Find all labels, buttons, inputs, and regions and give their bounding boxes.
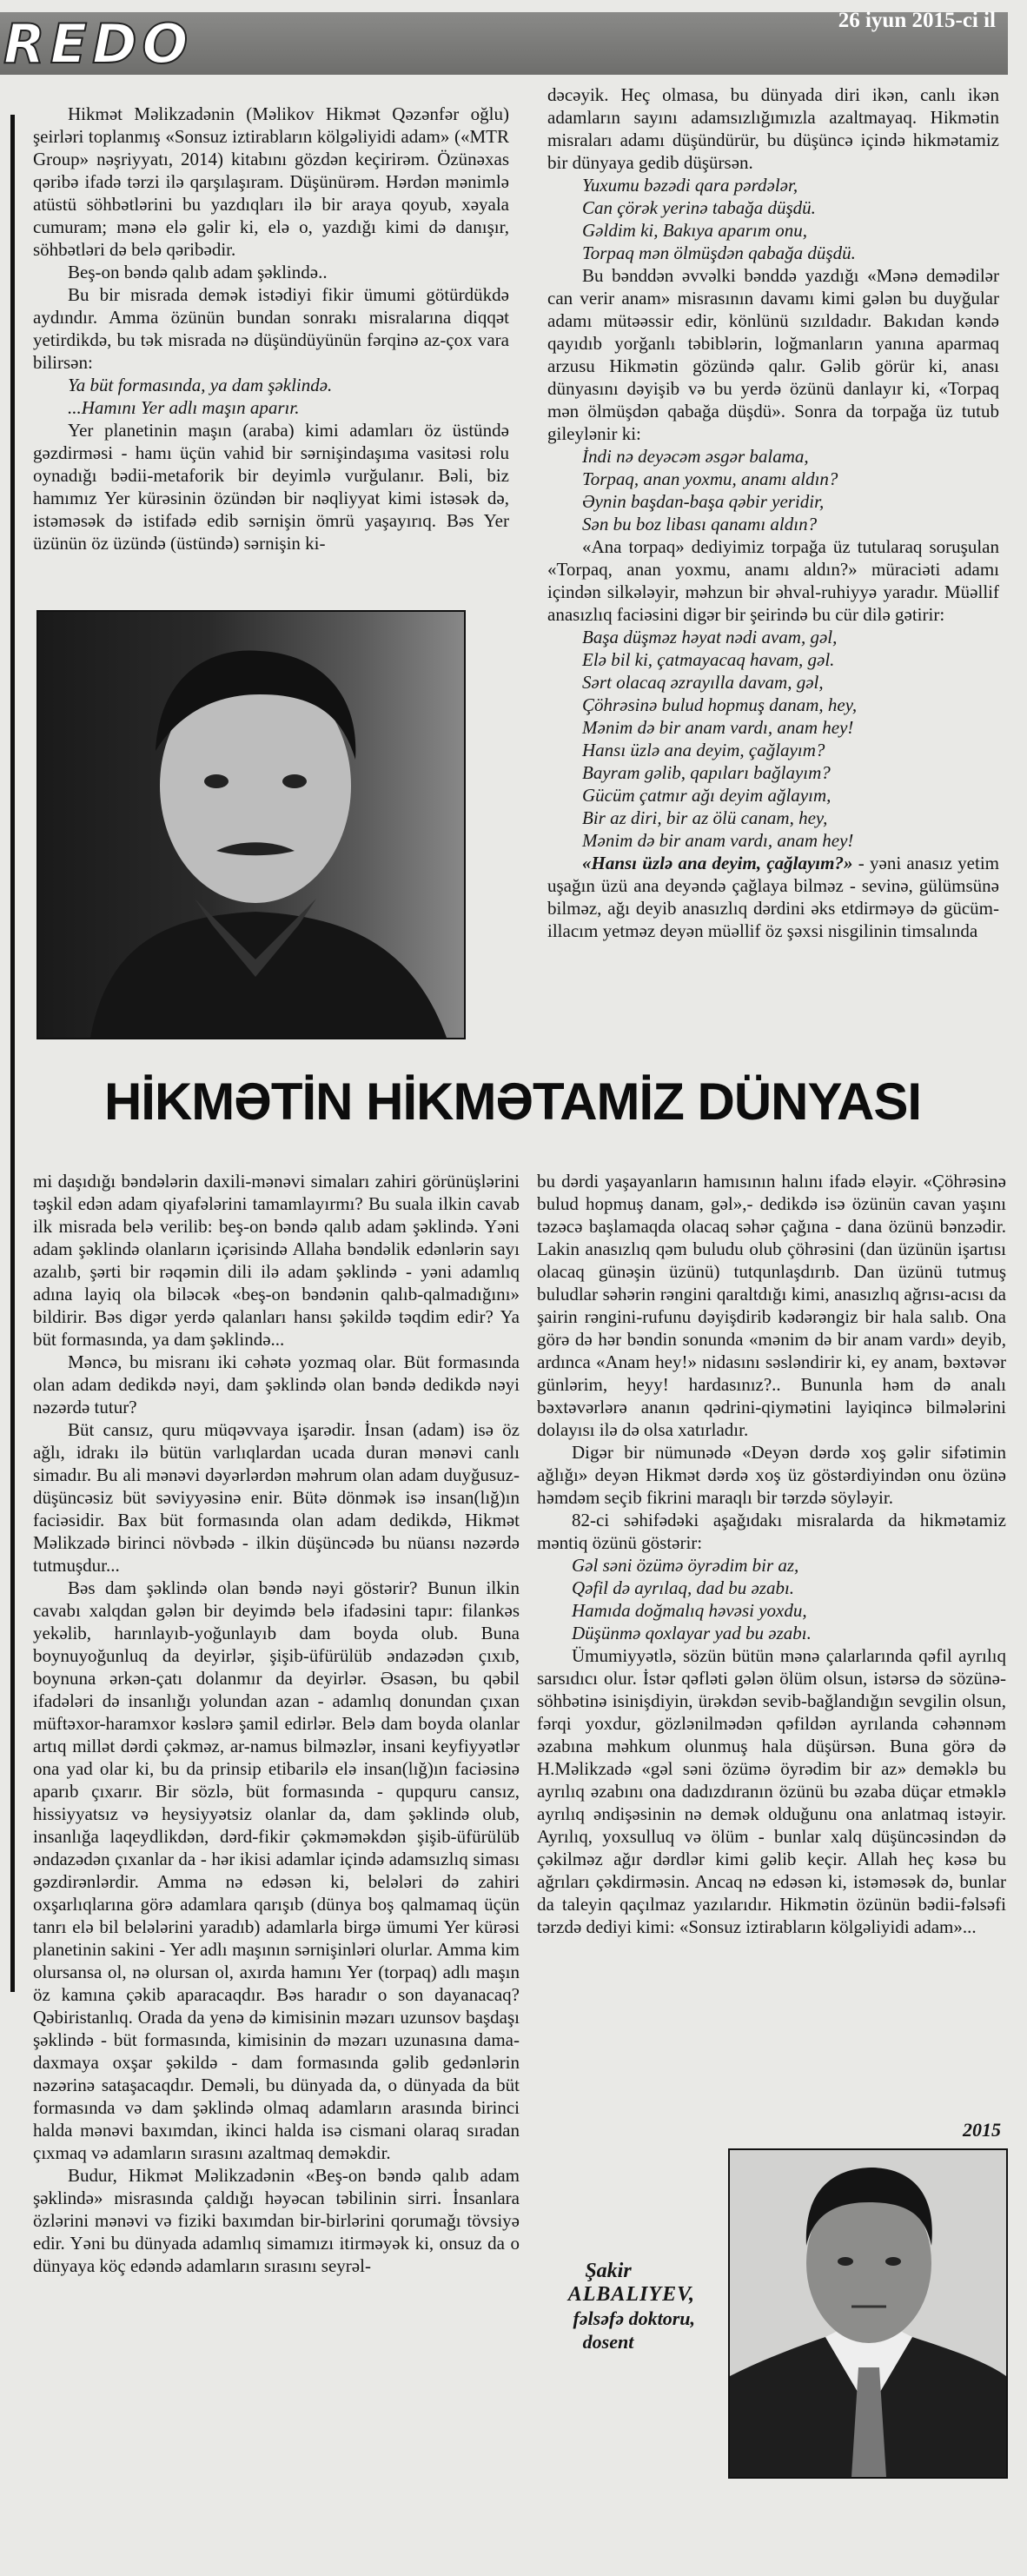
verse-line: ...Hamını Yer adlı maşın aparır.: [68, 397, 300, 418]
author-first-name: Şakir: [585, 2260, 632, 2282]
author-last-name: ALBALIYEV,: [567, 2283, 695, 2306]
paragraph: Bəs dam şəklində olan bəndə nəyi göstərir? Bunun ilkin cavabı xalqdan gələn bir deyimdə belə ifadəsini tapır: filankəs yekəlib, harınlayıb-yoğunlayıb dam boyda olub. Buna boynuyoğunluq da deyirlər, şişib-üfürülüb əndazədən çıxıb, boynuna ərkən-çatı dolanmır da deyirlər. Əsasən, bu qəbil ifadələri də insanlığı yolundan azan - adamlıq donundan çıxan müftəxor-haramxor kəslərə şamil edirlər. Belə dam boyda olanlar artıq millət dərdi çəkməz, ar-namus bilməzlər, insani keyfiyyətlər ona yad olar ki, bu da prinsip etibarilə elə insan(lığ)ın faciəsinə aparıb çıxarır. Bir sözlə, büt formasında - qupquru cansız, hissiyyatsız və heysiyyətsiz olanlar da, dam şəklində olub, insanlığa laqeydlikdən, dərd-fikir çəkməməkdən şişib-üfürülüb əndazədən çıxanlar da - hər ikisi adamlar içində adamsızlıq siması gəzdirənlərdir. Amma nə edəsən ki, belələri də zahiri oxşarlıqlarına görə adamlara qarışıb (dünya boş qalmamaq üçün tanrı elə bil belələrini yaradıb) adamlarla birgə ümumi Yer kürəsi planetinin sakini - Yer adlı maşının sərnişinləri olurlar. Amma kim olursansa ol, nə olursan ol, axırda hamını Yer (torpaq) adlı maşın öz kamına çəkib aparacaqdır. Bəs haradır o son dayanacaq? Qəbiristanlıq. Orada da yenə də kimisinin məzarı uzunsov başdaşı şəklində - büt formasında, kimisinin də məzarı uzunasına dama-daxmaya oxşar şəkildə - dam formasında gəlib gedənlərin nəzərinə sataşacaqdır. Deməli, bu dünyada da, o dünyada da büt formasında və dam şəklində olmaq adamların arasında birinci halda mənəvi baxımdan, ikinci halda isə cismani olaraq sıradan çıxmaq və adamların sırasını azaltmaq deməkdir.: [33, 1577, 520, 2163]
verse-line: Başa düşməz həyat nədi avam, gəl,: [582, 627, 838, 647]
bold-quote: «Hansı üzlə ana deyim, çağlayım?»: [582, 853, 853, 873]
column-rule: [10, 115, 15, 1992]
paragraph: «Ana torpaq» dediyimiz torpağa üz tutularaq soruşulan «Torpaq, anan yoxmu, anamı aldın?» müraciəti adamı içindən silkələyir, məhzun bir əhval-ruhiyyə yaradır. Müəllif anasızlıq faciəsini digər bir şeirində bu cür dilə gətirir:: [547, 536, 999, 625]
paragraph: dəcəyik. Heç olmasa, bu dünyada diri ikən, canlı ikən adamların sayını adamsızlığımızla azaltmayaq. Hikmətin misraları adamı düşündürür, bu düşüncə içində hikmətamiz bir dünyaya gedib düşürsən.: [547, 84, 999, 173]
verse-line: Mənim də bir anam vardı, anam hey!: [582, 830, 854, 851]
author-title: fəlsəfə doktoru,: [573, 2307, 695, 2329]
paragraph: bu dərdi yaşayanların hamısının halını ifadə eləyir. «Çöhrəsinə bulud hopmuş danam, gəl»,- dedikdə isə özünün cavan yaşını təzəcə başlamaqda olacaq səhər çağına - dana özünü bənzədir. Lakin anasızlıq qəm buludu olub çöhrəsini (dan üzünün işartısı olacaq günəşin üzünü) tutqunlaşdırıb. Dan üzünü tutmuş buludlar səhərin rəngini qaraltdığı kimi, anasızlıq ağrısı-acısı da şairin rəngini-rufunu dəyişdirib kədərəngiz bir hala salıb. Ona görə də hər bəndin sonunda «mənim də bir anam vardı» deyib, ardınca «Anam hey!» nidasını səsləndirir ki, ey anam, bəxtəvər günlərim, heyy! hardasınız?.. Bununla həm də analı bəxtəvərlərə ananın qədrini-qiymətini layiqincə bilmələrini dolayısı ilə də olsa xatırladır.: [537, 1171, 1006, 1440]
verse-line: İndi nə deyəcəm əsgər balama,: [582, 446, 809, 467]
verse-line: Yuxumu bəzədi qara pərdələr,: [582, 175, 798, 196]
author-photo: [728, 2148, 1008, 2479]
paragraph: Ümumiyyətlə, sözün bütün mənə çalarlarında qəfil ayrılıq sarsıdıcı olur. İstər qəfləti gələn ölüm olsun, istərsə də sözünə-söhbətinə isinişdiyin, ürəkdən sevib-bağlandığın sevgilin olsun, fərqi yoxdur, gözlənilmədən qəfildən ayrılanda cəhənnəm əzabına məhkum olunmuş hala düşürsən. Buna görə də H.Məlikzadə «gəl səni özümə öyrədim bir az» deməklə bu ayrılıq əzabını ona dadızdıranın özünü bu əzaba düçar etməklə ayrılıq əndişəsinin nə demək olduğunu ona anlatmaq istəyir. Ayrılıq, yoxsulluq və ölüm - bunlar xalq düşüncəsindən də çəkilməz ağır dərdlər kimi gəlib keçir. Allah heç kəsə bu ağrıları çəkdirməsin. Ancaq nə edəsən ki, istəməsək də, bunlar da taleyin qaçılmaz yazılarıdır. Hikmətin özünün bədii-fəlsəfi tərzdə dediyi kimi: «Sonsuz iztirabların kölgəliyidi adam»...: [537, 1645, 1006, 1937]
poem-quote: [537, 1554, 1006, 1644]
paragraph: Məncə, bu misranı iki cəhətə yozmaq olar. Büt formasında olan adam dedikdə nəyi, dam şəklində olan bəndə dedikdə nəyi nəzərdə tutur?: [33, 1351, 520, 1417]
paragraph: Hikmət Məlikzadənin (Məlikov Hikmət Qəzənfər oğlu) şeirləri toplanmış «Sonsuz iztirabların kölgəliyidi adam» («MTR Group» nəşriyyatı, 2014) kitabını gözdən keçirirəm. Özünəxas qəribə ifadə tərzi ilə qarşılaşıram. Düşünürəm. Hərdən mənimlə atüstü söhbətlərini bu yazdıqları ilə bir araya qoyub, xəyala cumuram; mənə elə gəlir ki, elə o, yazdığı kimi də danışır, söhbətləri də belə qəribədir.: [33, 103, 509, 260]
paragraph: [547, 852, 999, 942]
verse-line: Torpaq, anan yoxmu, anamı aldın?: [582, 468, 838, 489]
verse-line: Sən bu boz libası qanamı aldın?: [582, 514, 818, 534]
article-column-top-right: [547, 83, 999, 942]
article-column-bottom-left: [33, 1170, 520, 2277]
paragraph-text: - yəni anasız yetim uşağın üzü ana deyəndə çağlaya bilməz - sevinə, gülümsünə bilməz, ağı deyib anasızlıq dərdini əks etdirməyə də gücüm-illacım yetməz deyən müəllif öz şəxsi nisgilinin timsalında: [547, 853, 999, 941]
paragraph: Yer planetinin maşın (araba) kimi adamları öz üstündə gəzdirməsi - hamı üçün vahid bir sərnişindaşıma vasitəsi rolu oynadığı bədii-metaforik bir deyimlə vurğulanır. Bəli, biz hamımız Yer kürəsinin özündən bir nəqliyyat kimi istəsək də, istəməsək də istifadə edib sərnişin ömrü yaşayırıq. Bəs Yer üzünün öz üzündə (üstündə) sərnişin ki-: [33, 420, 509, 554]
paragraph: Digər bir nümunədə «Deyən dərdə xoş gəlir sifətimin ağlığı» deyən Hikmət dərdə xoş üz göstərdiyindən onu özünə həmdəm seçib fikrini maraqlı bir tərzdə söyləyir.: [537, 1442, 1006, 1508]
paragraph: Beş-on bəndə qalıb adam şəklində..: [68, 262, 328, 282]
author-signature: [521, 2260, 695, 2354]
verse-line: Çöhrəsinə bulud hopmuş danam, hey,: [582, 694, 858, 715]
verse-line: Torpaq mən ölmüşdən qabağa düşdü.: [582, 242, 856, 263]
verse-line: Hansı üzlə ana deyim, çağlayım?: [582, 740, 825, 760]
paragraph: Bu bir misrada demək istədiyi fikir ümumi götürdükdə aydındır. Amma özünün bundan sonrakı misralarına diqqət yetirdikdə, bu tək misrada nə düşündüyünün fərqinə az-çox vara bilirsən:: [33, 284, 509, 373]
verse-line: Gücüm çatmır ağı deyim ağlayım,: [582, 785, 832, 806]
article-year: 2015: [963, 2119, 1001, 2141]
article-column-top-left: [33, 103, 509, 554]
verse-line: Elə bil ki, çatmayacaq havam, gəl.: [582, 649, 835, 670]
verse-line: Bir az diri, bir az ölü canam, hey,: [582, 807, 828, 828]
poem-quote: [33, 374, 509, 419]
article-column-bottom-right: [537, 1170, 1006, 1938]
verse-line: Düşünmə qoxlayar yad bu əzabı.: [572, 1623, 812, 1643]
verse-line: Gəl səni özümə öyrədim bir az,: [572, 1555, 799, 1576]
paragraph: mi daşıdığı bəndələrin daxili-mənəvi simaları zahiri görünüşlərini təşkil edən adam qiyafələrini tamamlayırmı? Bu suala ilkin cavab ilk misrada belə verilib: beş-on bəndə qalıb adam şəklində. Yəni adam şəklində olanların içərisində Allaha bəndəlik edənlərin sayı azalıb, şərti bir rəqəmin dili ilə adam şəklində - yəni adamlıq adına layiq ola biləcək «beş-on bəndənin qalıb-qalmadığını» bildirir. Bəs digər yerdə qalanları hansı şəkildə təqdim edir? Ya büt formasında, ya dam şəklində...: [33, 1171, 520, 1350]
verse-line: Hamıda doğmalıq həvəsi yoxdu,: [572, 1600, 807, 1621]
issue-date: 26 iyun 2015-ci il: [838, 9, 996, 32]
poem-quote: [547, 174, 999, 264]
author-portrait-illustration: [730, 2150, 1006, 2477]
article-headline: HİKMƏTİN HİKMƏTAMİZ DÜNYASI: [103, 1072, 922, 1131]
paragraph: 82-ci səhifədəki aşağıdakı misralarda da hikmətamiz məntiq özünü göstərir:: [537, 1510, 1006, 1553]
section-logo: REDO: [3, 12, 194, 76]
poem-quote: [547, 626, 999, 852]
verse-line: Əynin başdan-başa qəbir yeridir,: [582, 491, 825, 512]
verse-line: Can çörək yerinə tabağa düşdü.: [582, 197, 816, 218]
verse-line: Bayram gəlib, qapıları bağlayım?: [582, 762, 831, 783]
poem-quote: [547, 445, 999, 535]
verse-line: Sərt olacaq əzrayılla davam, gəl,: [582, 672, 824, 693]
paragraph: Büt cansız, quru müqəvvaya işarədir. İnsan (adam) isə öz ağlı, idrakı ilə bütün varlıqlardan ucada duran mənəvi canlı simadır. Bu ali mənəvi dəyərlərdən məhrum olan adam duyğusuz-düşüncəsiz büt səviyyəsinə enir. Bütə dönmək isə insan(lığ)ın faciəsidir. Bax büt formasında olan adam dedikdə, Hikmət Məlikzadə birinci növbədə - ilkin düşüncədə bu nüansı nəzərdə tutmuşdur...: [33, 1419, 520, 1576]
paragraph: Bu bənddən əvvəlki bənddə yazdığı «Mənə demədilər can verir anam» misrasının davamı kimi gələn bu duyğular adamı mütəəssir edir, könlünü sızıldadır. Bakıdan kəndə qayıdıb yorğanlı təbiblərin, loğmanların yanına aparmaq arzusu Hikmətin gözündə qalır. Gəlib görür ki, anası dünyasını dəyişib və bu yerdə özünü danlayır ki, «Torpaq mən ölmüşdən qabağa düşdü». Sonra da torpağa üz tutub gileylənir ki:: [547, 265, 999, 444]
portrait-illustration: [38, 612, 464, 1038]
verse-line: Mənim də bir anam vardı, anam hey!: [582, 717, 854, 738]
verse-line: Ya büt formasında, ya dam şəklində.: [68, 375, 333, 395]
verse-line: Gəldim ki, Bakıya aparım onu,: [582, 220, 807, 241]
poet-photo: [36, 610, 466, 1039]
paragraph: Budur, Hikmət Məlikzadənin «Beş-on bəndə qalıb adam şəklində» misrasında çaldığı həyəcan təbilinin sirri. İnsanlara özlərini mənəvi və fiziki baxımdan bir-birlərini qorumağı tövsiyə edir. Yəni bu dünyada adamlıq simamızı itirməyək ki, onsuz da o dünyaya köç edəndə adamların sırasını seyrəl-: [33, 2165, 520, 2276]
verse-line: Qəfil də ayrılaq, dad bu əzabı.: [572, 1577, 795, 1598]
author-position: dosent: [582, 2331, 634, 2353]
